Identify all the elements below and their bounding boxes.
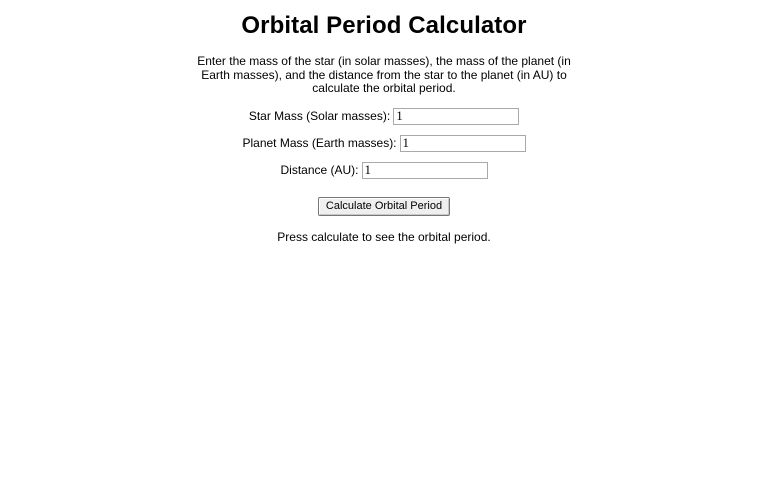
calculate-orbital-period-button[interactable]: Calculate Orbital Period — [318, 197, 450, 216]
result-text: Press calculate to see the orbital period. — [277, 229, 491, 244]
form-row-planet-mass — [8, 135, 760, 152]
calculator-form — [8, 108, 760, 179]
planet-mass-label: Planet Mass (Earth masses): — [242, 136, 397, 151]
instructions-text: Enter the mass of the star (in solar masses), the mass of the planet (in Earth masses), and the distance from the star to the planet (in AU) to calculate the orbital period. — [197, 54, 571, 96]
calculator-page — [0, 13, 768, 244]
star-mass-input[interactable] — [393, 108, 519, 125]
form-row-distance — [8, 162, 760, 179]
form-row-star-mass — [8, 108, 760, 125]
star-mass-label: Star Mass (Solar masses): — [248, 109, 391, 124]
button-row — [8, 196, 760, 216]
distance-input[interactable] — [362, 162, 488, 179]
planet-mass-input[interactable] — [400, 135, 526, 152]
distance-label: Distance (AU): — [280, 163, 359, 178]
page-title: Orbital Period Calculator — [241, 12, 527, 39]
